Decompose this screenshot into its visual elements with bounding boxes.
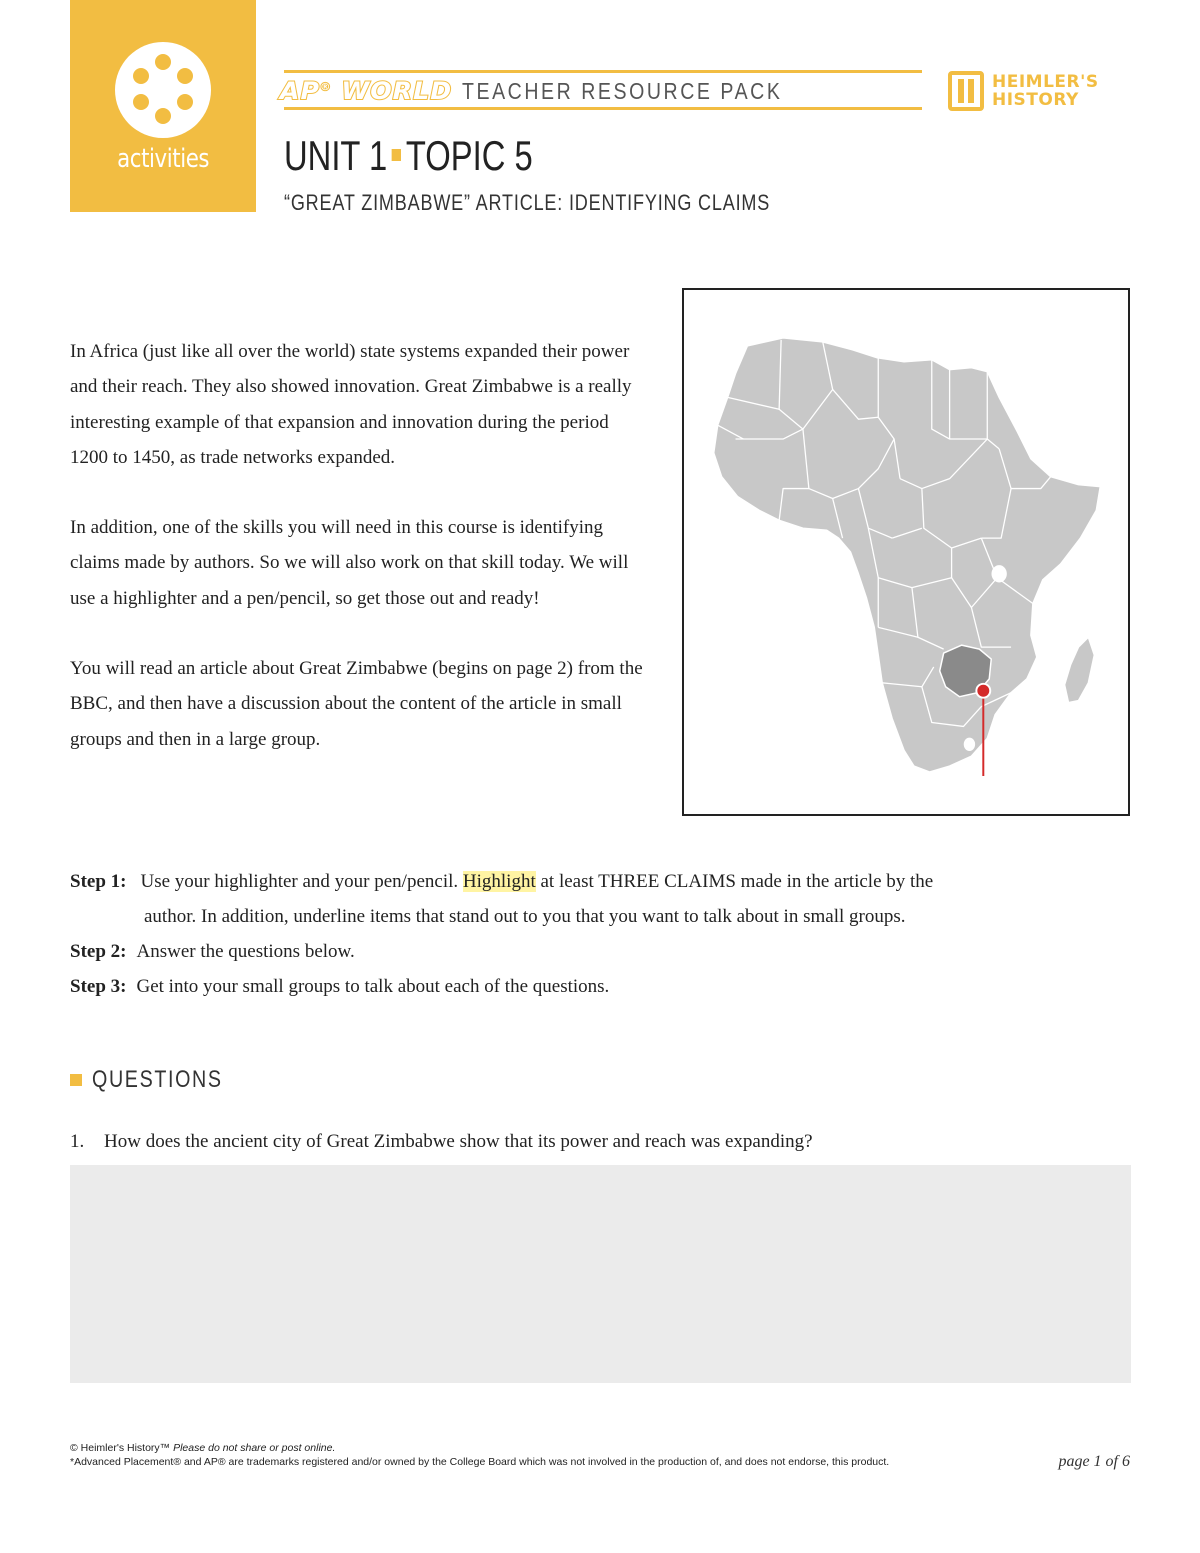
course-title	[279, 76, 839, 106]
questions-heading: QUESTIONS	[70, 1066, 251, 1094]
activities-badge	[70, 0, 256, 212]
africa-map	[682, 288, 1130, 816]
footer-copyright: © Heimler's History™ Please do not share or post online.	[70, 1442, 336, 1454]
teacher-resource-pack-label: TEACHER RESOURCE PACK	[462, 77, 783, 104]
step-2: Step 2: Answer the questions below.	[70, 941, 355, 962]
heimlers-h-icon	[948, 71, 984, 111]
africa-map-image	[684, 290, 1128, 814]
step-1: Step 1: Use your highlighter and your pen/pencil. Highlight at least THREE CLAIMS made in the article by the	[70, 871, 934, 892]
instructions-steps	[70, 864, 1130, 1004]
ap-world-logo: AP® WORLD	[279, 77, 453, 105]
heading-square-icon	[70, 1074, 82, 1086]
header-rule-bottom	[284, 107, 922, 110]
header-rule-top	[284, 70, 922, 73]
page-number: page 1 of 6	[1058, 1453, 1130, 1470]
intro-paragraph-2: In addition, one of the skills you will need in this course is identifying claims made by authors. So we will also work on that skill today. We will use a highlighter and a pen/pencil, so get those out and ready!	[70, 517, 629, 609]
africa-continent-shape	[714, 338, 1101, 772]
footer	[70, 1441, 1132, 1469]
answer-box-1[interactable]	[70, 1165, 1131, 1383]
intro-paragraph-3: You will read an article about Great Zimbabwe (begins on page 2) from the BBC, and then have a discussion about the content of the article in small groups and then in a large group.	[70, 658, 643, 750]
title-separator	[392, 149, 401, 161]
film-reel-icon	[115, 42, 211, 138]
map-pin-icon	[976, 684, 990, 698]
step-3: Step 3: Get into your small groups to talk about each of the questions.	[70, 976, 610, 997]
intro-text	[70, 334, 650, 792]
intro-paragraph-1: In Africa (just like all over the world) state systems expanded their power and their reach. They also showed innovation. Great Zimbabwe is a really interesting example of that expansion and innovation during the period 1200 to 1450, as trade networks expanded.	[70, 341, 632, 468]
page-title: UNIT 1 TOPIC 5	[284, 132, 533, 179]
highlight-word: Highlight	[462, 871, 536, 892]
page-subtitle: “GREAT ZIMBABWE” ARTICLE: IDENTIFYING CLAIMS	[284, 190, 771, 215]
heimlers-history-logo: HEIMLER'S HISTORY	[948, 70, 1132, 112]
madagascar-shape	[1065, 637, 1095, 702]
question-1: 1. How does the ancient city of Great Zimbabwe show that its power and reach was expanding?	[70, 1131, 813, 1152]
step-1-continuation: author. In addition, underline items that stand out to you that you want to talk about in small groups.	[144, 906, 906, 927]
footer-trademark: *Advanced Placement® and AP® are trademarks registered and/or owned by the College Board which was not involved in the production of, and does not endorse, this product.	[70, 1456, 890, 1468]
activities-label: activities	[116, 144, 210, 174]
